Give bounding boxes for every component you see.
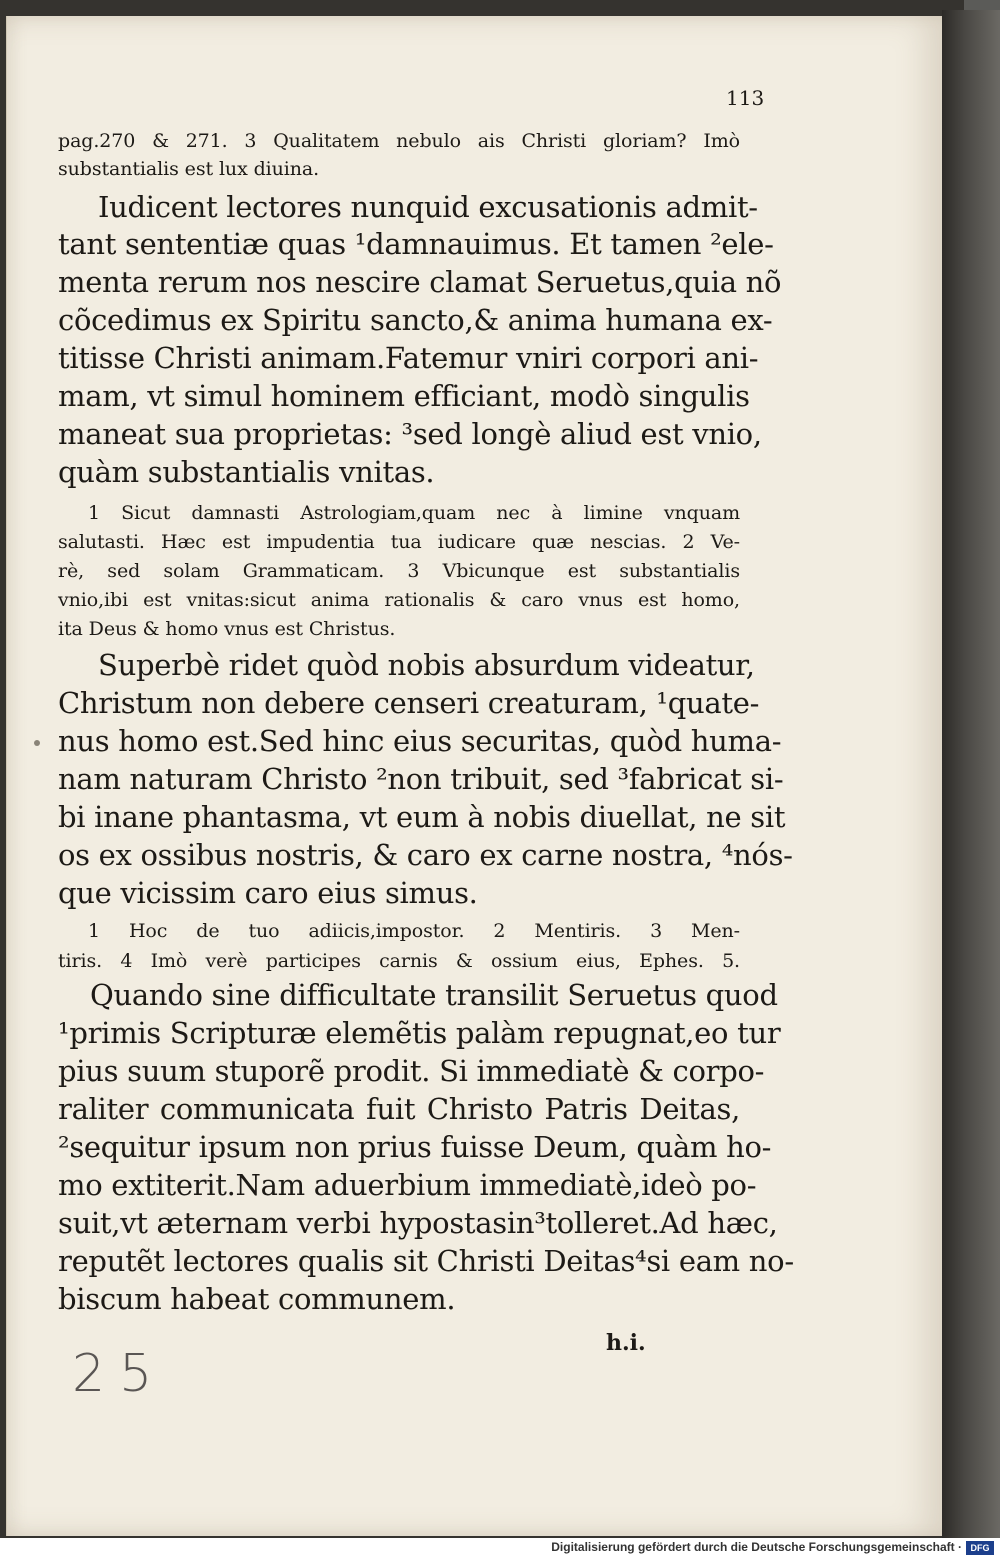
- page-number: 113: [726, 86, 765, 110]
- signature-mark: h.i.: [606, 1330, 646, 1356]
- text-line: ¹primis Scripturæ elemẽtis palàm repugnat,eo tur: [58, 1016, 781, 1050]
- text-line: que vicissim caro eius simus.: [58, 876, 478, 910]
- text-line: maneat sua proprietas: ³sed longè aliud est vnio,: [58, 417, 762, 451]
- page-stack-edge: [942, 10, 1000, 1538]
- text-line: mam, vt simul hominem efficiant, modò singulis: [58, 379, 750, 413]
- margin-mark: [34, 740, 40, 746]
- text-line: tant sententiæ quas ¹damnauimus. Et tamen ²ele-: [58, 227, 774, 261]
- text-line: cõcedimus ex Spiritu sancto,& anima humana ex-: [58, 303, 773, 337]
- text-line: ita Deus & homo vnus est Christus.: [58, 618, 396, 640]
- text-line: suit,vt æternam verbi hypostasin³tolleret.Ad hæc,: [58, 1206, 778, 1240]
- text-line: rè, sed solam Grammaticam. 3 Vbicunque est substantialis: [58, 560, 740, 582]
- text-line: reputẽt lectores qualis sit Christi Deitas⁴si eam no-: [58, 1244, 794, 1278]
- text-line: vnio,ibi est vnitas:sicut anima rationalis & caro vnus est homo,: [58, 589, 740, 611]
- pencil-annotation: 25: [72, 1344, 167, 1404]
- text-line: 1 Sicut damnasti Astrologiam,quam nec à limine vnquam: [88, 502, 740, 524]
- text-line: substantialis est lux diuina.: [58, 158, 320, 180]
- text-line: pag.270 & 271. 3 Qualitatem nebulo ais Christi gloriam? Imò: [58, 130, 740, 152]
- dfg-logo: DFG: [966, 1541, 994, 1555]
- text-line: tiris. 4 Imò verè participes carnis & ossium eius, Ephes. 5.: [58, 950, 740, 972]
- text-line: salutasti. Hæc est impudentia tua iudicare quæ nescias. 2 Ve-: [58, 531, 740, 553]
- text-line: pius suum stuporẽ prodit. Si immediatè & corpo-: [58, 1054, 765, 1088]
- text-line: menta rerum nos nescire clamat Seruetus,quia nõ: [58, 265, 782, 299]
- text-line: titisse Christi animam.Fatemur vniri corpori ani-: [58, 341, 759, 375]
- text-line: 1 Hoc de tuo adiicis,impostor. 2 Mentiris. 3 Men-: [88, 920, 740, 942]
- text-line: bi inane phantasma, vt eum à nobis diuellat, ne sit: [58, 800, 786, 834]
- text-line: Christum non debere censeri creaturam, ¹quate-: [58, 686, 760, 720]
- text-line: biscum habeat communem.: [58, 1282, 456, 1316]
- text-line: raliter communicata fuit Christo Patris Deitas,: [58, 1092, 740, 1126]
- text-line: mo extiterit.Nam aduerbium immediatè,ideò po-: [58, 1168, 757, 1202]
- text-line: Iudicent lectores nunquid excusationis admit-: [98, 190, 758, 224]
- text-line: Quando sine difficultate transilit Seruetus quod: [90, 978, 778, 1012]
- text-line: ²sequitur ipsum non prius fuisse Deum, quàm ho-: [58, 1130, 772, 1164]
- text-line: nus homo est.Sed hinc eius securitas, quòd huma-: [58, 724, 782, 758]
- text-line: quàm substantialis vnitas.: [58, 455, 435, 489]
- text-line: Superbè ridet quòd nobis absurdum videatur,: [98, 648, 755, 682]
- digitization-credit: Digitalisierung gefördert durch die Deutsche Forschungsgemeinschaft ·: [551, 1540, 962, 1554]
- text-line: os ex ossibus nostris, & caro ex carne nostra, ⁴nós-: [58, 838, 793, 872]
- text-line: nam naturam Christo ²non tribuit, sed ³fabricat si-: [58, 762, 784, 796]
